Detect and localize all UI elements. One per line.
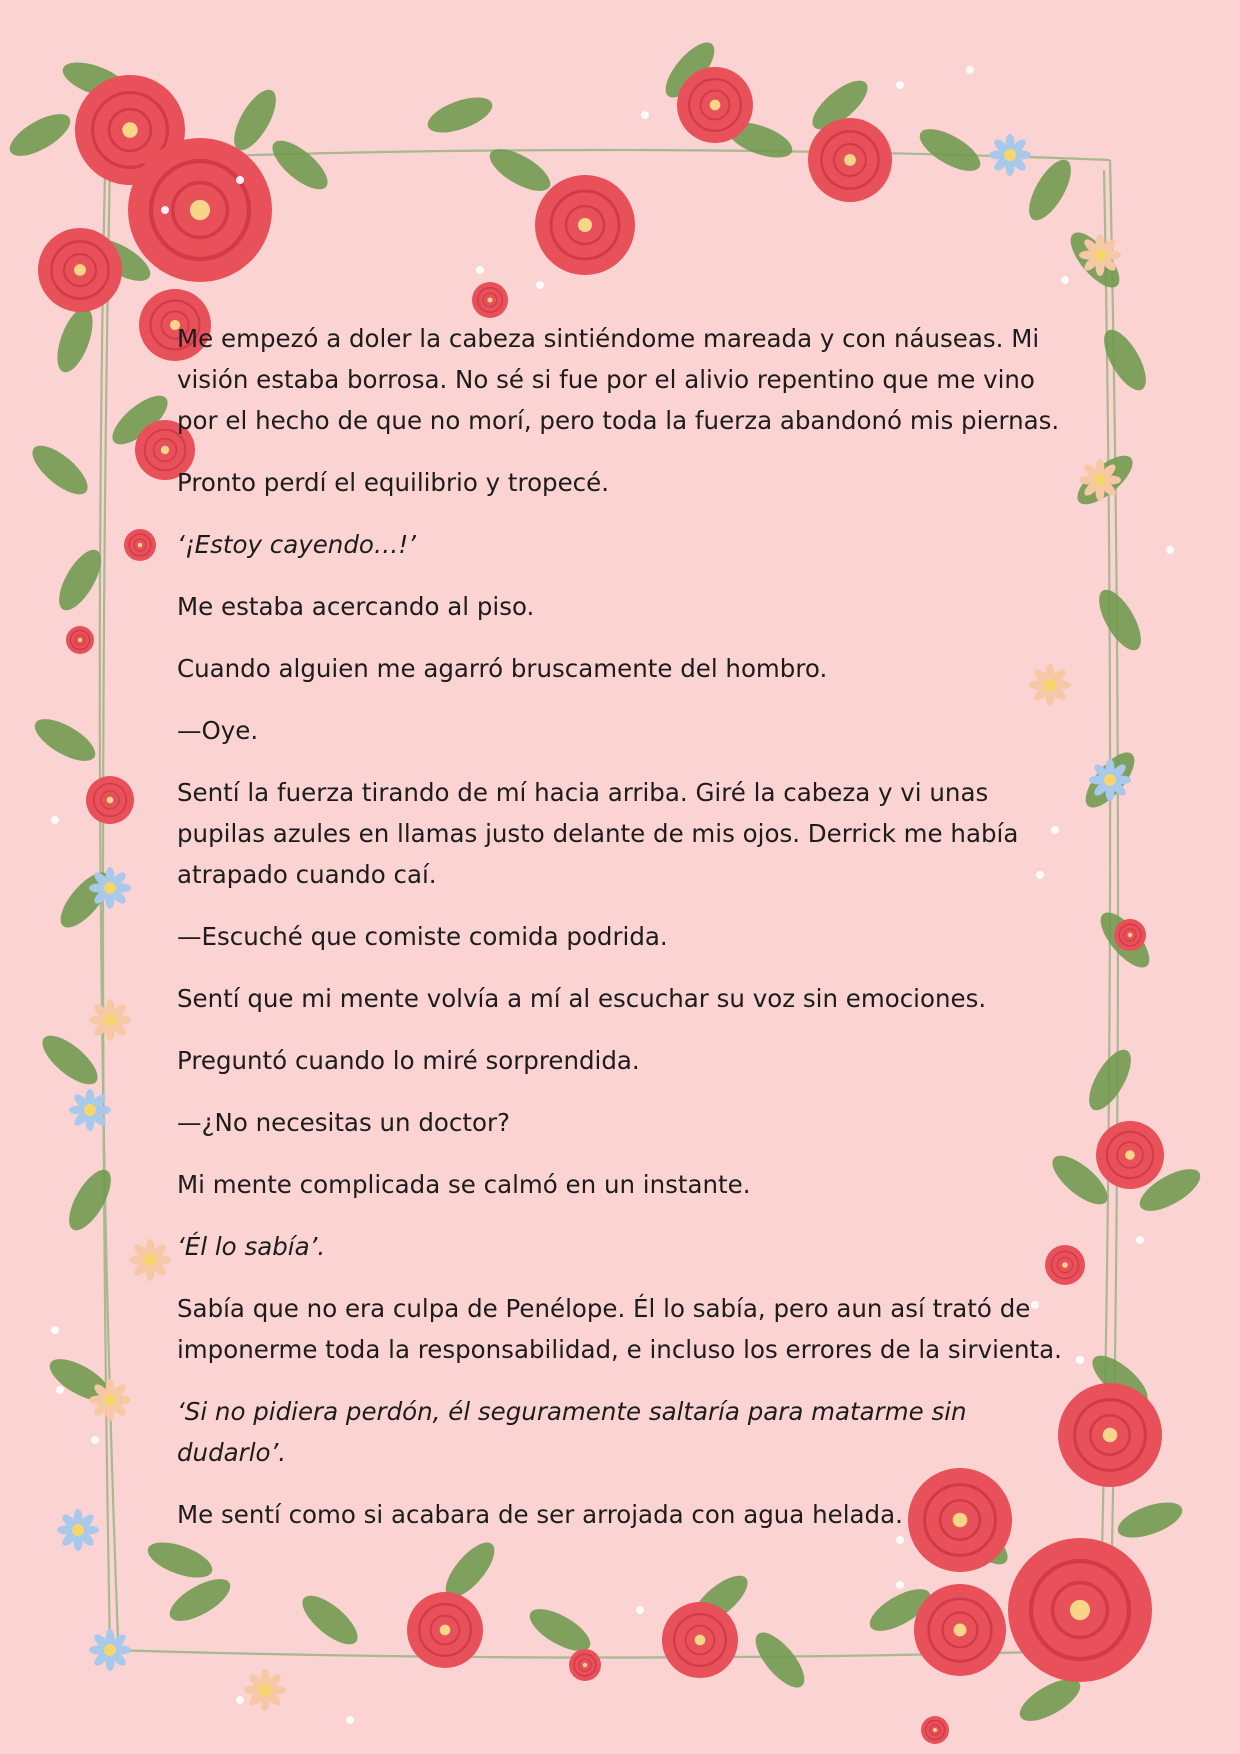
paragraph-9: Sentí que mi mente volvía a mí al escuchar su voz sin emociones. bbox=[177, 984, 987, 1013]
rose-center bbox=[954, 1624, 967, 1637]
rose-center bbox=[74, 264, 86, 276]
paragraph-5: Cuando alguien me agarró bruscamente del hombro. bbox=[177, 654, 828, 683]
leaf bbox=[61, 1164, 119, 1237]
sparkle-dot bbox=[1136, 1236, 1144, 1244]
small-flower-center bbox=[104, 1014, 116, 1026]
paragraph-13: ‘Él lo sabía’. bbox=[177, 1232, 326, 1261]
leaf bbox=[1113, 1495, 1186, 1545]
rose-center bbox=[695, 1635, 706, 1646]
leaf bbox=[164, 1571, 237, 1629]
rose-center bbox=[1125, 1150, 1135, 1160]
paragraph-14: Sabía que no era culpa de Penélope. Él lo sabía, pero aun así trató de imponerme toda la responsabilidad, e incluso los errores de la sirvienta. bbox=[177, 1294, 1062, 1364]
sparkle-dot bbox=[1061, 276, 1069, 284]
small-flower-center bbox=[259, 1684, 271, 1696]
rose-center bbox=[440, 1625, 451, 1636]
small-flower-center bbox=[1094, 249, 1106, 261]
rose-center bbox=[78, 638, 82, 642]
leaf bbox=[1096, 324, 1154, 397]
paragraph-6: —Oye. bbox=[177, 716, 259, 745]
leaf bbox=[1091, 584, 1149, 657]
sparkle-dot bbox=[896, 1581, 904, 1589]
rose-center bbox=[161, 446, 169, 454]
sparkle-dot bbox=[161, 206, 169, 214]
paragraph-2: Pronto perdí el equilibrio y tropecé. bbox=[177, 468, 610, 497]
sparkle-dot bbox=[476, 266, 484, 274]
sparkle-dot bbox=[236, 176, 244, 184]
small-flower-center bbox=[1104, 774, 1116, 786]
sparkle-dot bbox=[51, 816, 59, 824]
leaf bbox=[25, 437, 95, 502]
small-flower-center bbox=[1094, 474, 1106, 486]
leaf bbox=[1021, 154, 1079, 227]
rose-center bbox=[933, 1728, 937, 1732]
paragraph-12: Mi mente complicada se calmó en un instante. bbox=[177, 1170, 751, 1199]
paragraph-7: Sentí la fuerza tirando de mí hacia arriba. Giré la cabeza y vi unas pupilas azules en llamas justo delante de mis ojos. Derrick me había atrapado cuando caí. bbox=[177, 778, 1019, 889]
small-flower-center bbox=[84, 1104, 96, 1116]
leaf bbox=[295, 1587, 365, 1652]
rose-center bbox=[190, 200, 210, 220]
small-flower-center bbox=[104, 1644, 116, 1656]
sparkle-dot bbox=[536, 281, 544, 289]
leaf bbox=[265, 132, 335, 197]
sparkle-dot bbox=[51, 1326, 59, 1334]
rose-center bbox=[844, 154, 856, 166]
sparkle-dot bbox=[636, 1606, 644, 1614]
rose-center bbox=[1103, 1428, 1118, 1443]
sparkle-dot bbox=[56, 1386, 64, 1394]
paragraph-10: Preguntó cuando lo miré sorprendida. bbox=[177, 1046, 640, 1075]
paragraph-8: —Escuché que comiste comida podrida. bbox=[177, 922, 668, 951]
rose-center bbox=[122, 122, 137, 137]
small-flower-center bbox=[144, 1254, 156, 1266]
story-text bbox=[177, 318, 1077, 1556]
rose-center bbox=[1128, 933, 1132, 937]
small-flower-center bbox=[104, 1394, 116, 1406]
small-flower-center bbox=[1004, 149, 1016, 161]
small-flower-center bbox=[104, 882, 116, 894]
sparkle-dot bbox=[236, 1696, 244, 1704]
rose-center bbox=[583, 1663, 587, 1667]
leaf bbox=[914, 121, 987, 179]
leaf bbox=[747, 1625, 812, 1695]
sparkle-dot bbox=[346, 1716, 354, 1724]
paragraph-4: Me estaba acercando al piso. bbox=[177, 592, 535, 621]
leaf bbox=[50, 303, 100, 376]
paragraph-15: ‘Si no pidiera perdón, él seguramente saltaría para matarme sin dudarlo’. bbox=[177, 1397, 967, 1467]
sparkle-dot bbox=[1166, 546, 1174, 554]
leaf bbox=[423, 90, 496, 140]
sparkle-dot bbox=[91, 1436, 99, 1444]
rose-center bbox=[487, 297, 492, 302]
paragraph-16: Me sentí como si acabara de ser arrojada con agua helada. bbox=[177, 1500, 903, 1529]
leaf bbox=[4, 106, 77, 164]
small-flower-center bbox=[72, 1524, 84, 1536]
paragraph-11: —¿No necesitas un doctor? bbox=[177, 1108, 511, 1137]
rose-center bbox=[138, 543, 142, 547]
paragraph-1: Me empezó a doler la cabeza sintiéndome mareada y con náuseas. Mi visión estaba borrosa. No sé si fue por el alivio repentino que me vino por el hecho de que no morí, pero toda la fuerza abandonó mis piernas. bbox=[177, 324, 1060, 435]
sparkle-dot bbox=[1076, 1356, 1084, 1364]
paragraph-3: ‘¡Estoy cayendo…!’ bbox=[177, 530, 416, 559]
rose-center bbox=[1070, 1600, 1090, 1620]
rose-center bbox=[710, 100, 721, 111]
rose-center bbox=[107, 797, 114, 804]
sparkle-dot bbox=[641, 111, 649, 119]
sparkle-dot bbox=[966, 66, 974, 74]
sparkle-dot bbox=[896, 81, 904, 89]
leaf bbox=[29, 711, 102, 769]
rose-center bbox=[578, 218, 592, 232]
leaf bbox=[35, 1027, 105, 1092]
